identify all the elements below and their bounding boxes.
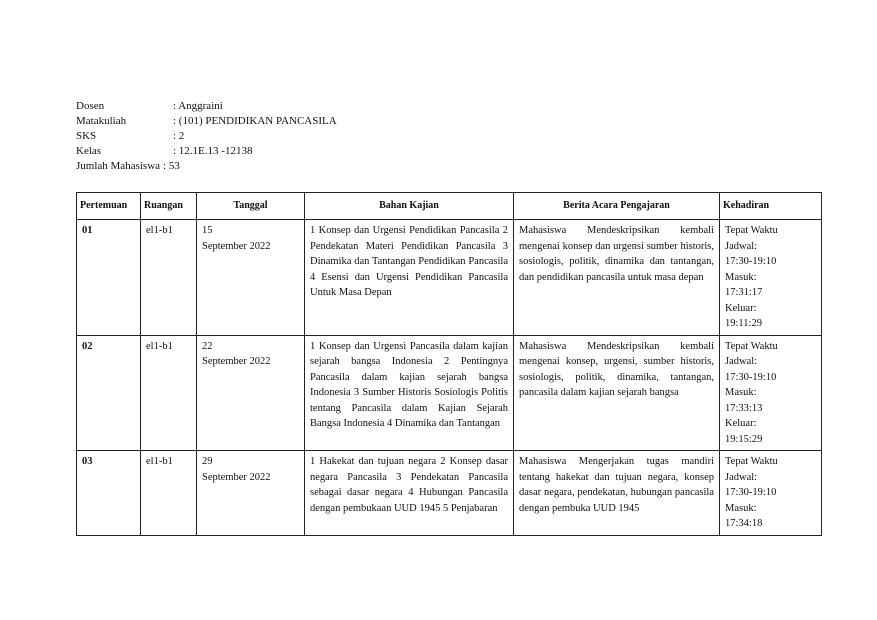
matakuliah-label: Matakuliah [76, 115, 127, 127]
matakuliah-row [76, 114, 337, 129]
dosen-row [76, 99, 337, 114]
kehadiran-jadwal-value: 17:30-19:10 [725, 256, 777, 267]
jumlah-row [76, 159, 337, 174]
kelas-label: Kelas [76, 145, 102, 157]
bahan-kajian-cell: 1 Hakekat dan tujuan negara 2 Konsep dasar negara Pancasila 3 Pendekatan Pancasila sebagai dasar negara 4 Hubungan Pancasila dengan pembukaan UUD 1945 5 Penjabaran [305, 451, 514, 536]
col-header-pertemuan: Pertemuan [77, 193, 141, 220]
tanggal-month-year: September 2022 [202, 471, 271, 483]
matakuliah-value: : (101) PENDIDIKAN PANCASILA [173, 115, 337, 127]
sks-label: SKS [76, 130, 97, 142]
col-header-berita-acara: Berita Acara Pengajaran [514, 193, 720, 220]
tanggal-day: 29 [202, 456, 213, 467]
dosen-label: Dosen [76, 100, 105, 112]
kehadiran-masuk-label: Masuk: [725, 271, 757, 283]
dosen-value: : Anggraini [173, 100, 223, 112]
kehadiran-masuk-value: 17:31:17 [725, 287, 763, 298]
ruangan-cell: el1-b1 [141, 335, 197, 451]
col-header-ruangan: Ruangan [141, 193, 197, 220]
ruangan-cell: el1-b1 [141, 220, 197, 336]
pertemuan-cell: 01 [77, 220, 141, 336]
kehadiran-masuk-label: Masuk: [725, 502, 757, 514]
kelas-value: : 12.1E.13 -12138 [173, 145, 253, 157]
berita-acara-cell: Mahasiswa Mengerjakan tugas mandiri tentang hakekat dan tujuan negara, konsep dasar negara, pendekatan, hubungan pancasila dengan pembuka UUD 1945 [514, 451, 720, 536]
table-row [77, 220, 822, 336]
kehadiran-cell [720, 335, 822, 451]
col-header-bahan-kajian: Bahan Kajian [305, 193, 514, 220]
kehadiran-masuk-value: 17:33:13 [725, 402, 763, 414]
pertemuan-cell: 03 [77, 451, 141, 536]
kehadiran-keluar-label: Keluar: [725, 418, 757, 429]
kehadiran-jadwal-label: Jadwal: [725, 240, 758, 252]
sks-value: : 2 [173, 130, 185, 142]
tanggal-month-year: September 2022 [202, 240, 271, 252]
course-info [76, 99, 337, 174]
table-row [77, 335, 822, 451]
kehadiran-status: Tepat Waktu [725, 340, 778, 352]
pertemuan-cell: 02 [77, 335, 141, 451]
berita-acara-cell: Mahasiswa Mendeskripsikan kembali mengenai konsep dan urgensi sumber historis, sosiologis, politik, dinamika dan tantangan, dan pendidikan pancasila untuk masa depan [514, 220, 720, 336]
jumlah-label: Jumlah Mahasiswa [76, 160, 161, 172]
col-header-kehadiran: Kehadiran [720, 193, 822, 220]
kehadiran-jadwal-label: Jadwal: [725, 471, 758, 483]
kehadiran-jadwal-label: Jadwal: [725, 356, 758, 367]
kehadiran-keluar-value: 19:15:29 [725, 433, 763, 445]
kehadiran-status: Tepat Waktu [725, 456, 778, 467]
jumlah-value: : 53 [163, 160, 180, 172]
bahan-kajian-cell: 1 Konsep dan Urgensi Pendidikan Pancasila 2 Pendekatan Materi Pendidikan Pancasila 3 Dinamika dan Tantangan Pendidikan Pancasila 4 Esensi dan Urgensi Pendidikan Pancasila Untuk Masa Depan [305, 220, 514, 336]
kehadiran-masuk-value: 17:34:18 [725, 518, 763, 529]
kehadiran-cell [720, 451, 822, 536]
tanggal-cell [197, 220, 305, 336]
kehadiran-keluar-label: Keluar: [725, 302, 757, 314]
sks-row [76, 129, 337, 144]
col-header-tanggal: Tanggal [197, 193, 305, 220]
ruangan-cell: el1-b1 [141, 451, 197, 536]
tanggal-month-year: September 2022 [202, 356, 271, 367]
kehadiran-jadwal-value: 17:30-19:10 [725, 371, 777, 383]
kehadiran-masuk-label: Masuk: [725, 387, 757, 398]
tanggal-day: 15 [202, 225, 213, 236]
attendance-table [76, 192, 822, 536]
kelas-row [76, 144, 337, 159]
kehadiran-cell [720, 220, 822, 336]
berita-acara-cell: Mahasiswa Mendeskripsikan kembali mengenai konsep, urgensi, sumber historis, sosiologis, politik, dinamika, tantangan, pancasila dalam kajian sejarah bangsa [514, 335, 720, 451]
bahan-kajian-cell: 1 Konsep dan Urgensi Pancasila dalam kajian sejarah bangsa Indonesia 2 Pentingnya Pancasila dalam kajian sejarah bangsa Indonesia 3 Sumber Historis Sosiologis Politis tentang Pancasila dalam Kajian Sejarah Bangsa Indonesia 4 Dinamika dan Tantangan [305, 335, 514, 451]
tanggal-cell [197, 335, 305, 451]
table-row [77, 451, 822, 536]
tanggal-cell [197, 451, 305, 536]
kehadiran-status: Tepat Waktu [725, 225, 778, 236]
tanggal-day: 22 [202, 340, 213, 352]
table-header-row [77, 193, 822, 220]
kehadiran-jadwal-value: 17:30-19:10 [725, 487, 777, 498]
kehadiran-keluar-value: 19:11:29 [725, 318, 762, 329]
